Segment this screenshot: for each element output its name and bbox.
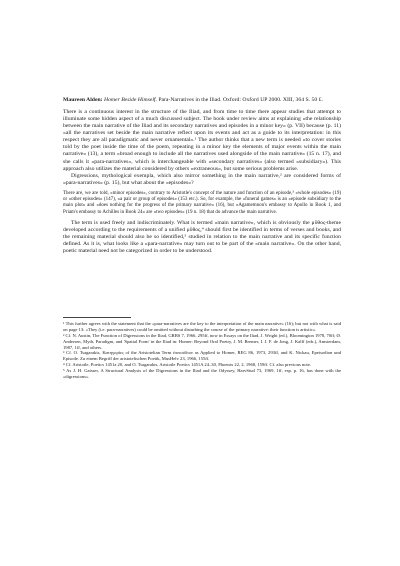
body-paragraph: Digressions, mythological exempla, which also mirror something in the main narrative,² are considered forms of «para-narratives» (p. 15), but what about the «episodes»? — [63, 172, 341, 186]
footnote: ⁴ Cf. Aristotle, Poetics 1451a 20, and O. Tsagarakis, Aristotle Poetics 1451A 24–30, Phoenix 22, 2, 1968, 159ff. Cf. also previous note. — [63, 362, 312, 368]
footnote: ³ Cf. O. Tsagarakis, Κατηγορίες of the Aristotelian Term ἐπεισόδιον as Applied to Homer, REG 86, 1973, 293ff, and K. Nickau, Epeisodion und Episode. Zu einem Begriff der aristotelischen Poetik, MusHelv 23, 1966, 155ff. — [63, 350, 341, 362]
book-title: Homer Beside Himself. — [103, 97, 157, 103]
footnotes — [63, 321, 341, 379]
publication-details: Para-Narratives in the Iliad. Oxford: Oxford UP 2000. XIII, 364 S. 50 £. — [156, 97, 323, 103]
body-paragraph: There is a continuous interest in the structure of the Iliad, and from time to time there appear studies that attempt to illuminate some hidden aspect of a much discussed subject. The book under review aims at explaining «the relationship between the main narrative of the Iliad and its secondary narratives and episodes in a minor key» (p. VII) because (p. 11) «all the narratives set beside the main narrative reflect upon its events and act as a guide to its interpretation: in this respect they are all paradigmatic and never ornamental».¹ The author thinks that a new term is needed «to cover stories told by the poet inside the time of the poem, repeating in a minor key the elements of major events within the main narrative» (13), a term «broad enough to include all the narratives used alongside of the main narrative» (15 n. 17), and she calls it «para-narratives», which is interchangeable with «secondary narratives» (also termed «subsidiary»). This approach also utilizes the material considered by others «extraneous», but some serious problems arise. — [63, 109, 341, 172]
body-paragraph: The term is used freely and indiscriminately. What is termed «main narrative», which is obviously the μῦθος-theme developed according to the requirements of a unified μῦθος,⁴ should first be identified in terms of verses and books, and the remaining material should also be so identified,⁵ studied in relation to the main narrative and its specific function defined. As it is, what looks like a «para-narrative» may turn out to be part of the «main narrative». On the other hand, poetic material need not be categorized in order to be understood. — [63, 219, 341, 255]
footnote: ⁵ As J. H. Gaisser, A Structural Analysis of the Digressions in the Iliad and the Odyssey, HarvStud 73, 1969, 1ff, esp. p. 16, has done with the «digressions». — [63, 367, 341, 379]
review-heading — [63, 97, 341, 104]
footnote: ¹ This further agrees with the statement that the «para-narratives are the key to the interpretation of the main narrative» (16); but not with what is said on page 13: «They (i.e. para-narratives) could be omitted without disturbing the course of the primary narrative: their function is artistic». — [63, 321, 341, 332]
review-author: Maureen Alden: — [63, 97, 103, 103]
indented-block-paragraph: There are, we are told, «minor episodes», contrary to Aristotle's concept of the nature and function of an episode,³ «whole episodes» (19) or «other episodes» (147), «a pair or group of episodes» (153 etc.). So, for example, the «funeral games» is an «episode subsidiary to the main plot» and «does nothing for the progress of the primary narrative» (16), but «Agamemnon's embassy to Apollo in Book 1, and Priam's embassy to Achilles in Book 24» are «two episodes» (19 n. 18) that do advance the main narrative. — [63, 190, 341, 215]
footnote: ² Cf. N. Austin, The Function of Digressions in the Iliad, GRBS 7, 1966, 295ff, now in Essays on the Iliad, J. Wright (ed.), Bloomington 1978, 70ff; Ø. Andersen, Myth, Paradigm, and 'Spatial Form' in the Iliad in: Homer: Beyond Oral Poetry, J. M. Bremer, I. J. F. de Jong, J. Kalff (eds.), Amsterdam, 1987, 1ff, and others. — [63, 332, 341, 350]
footnote-rule — [63, 317, 131, 318]
